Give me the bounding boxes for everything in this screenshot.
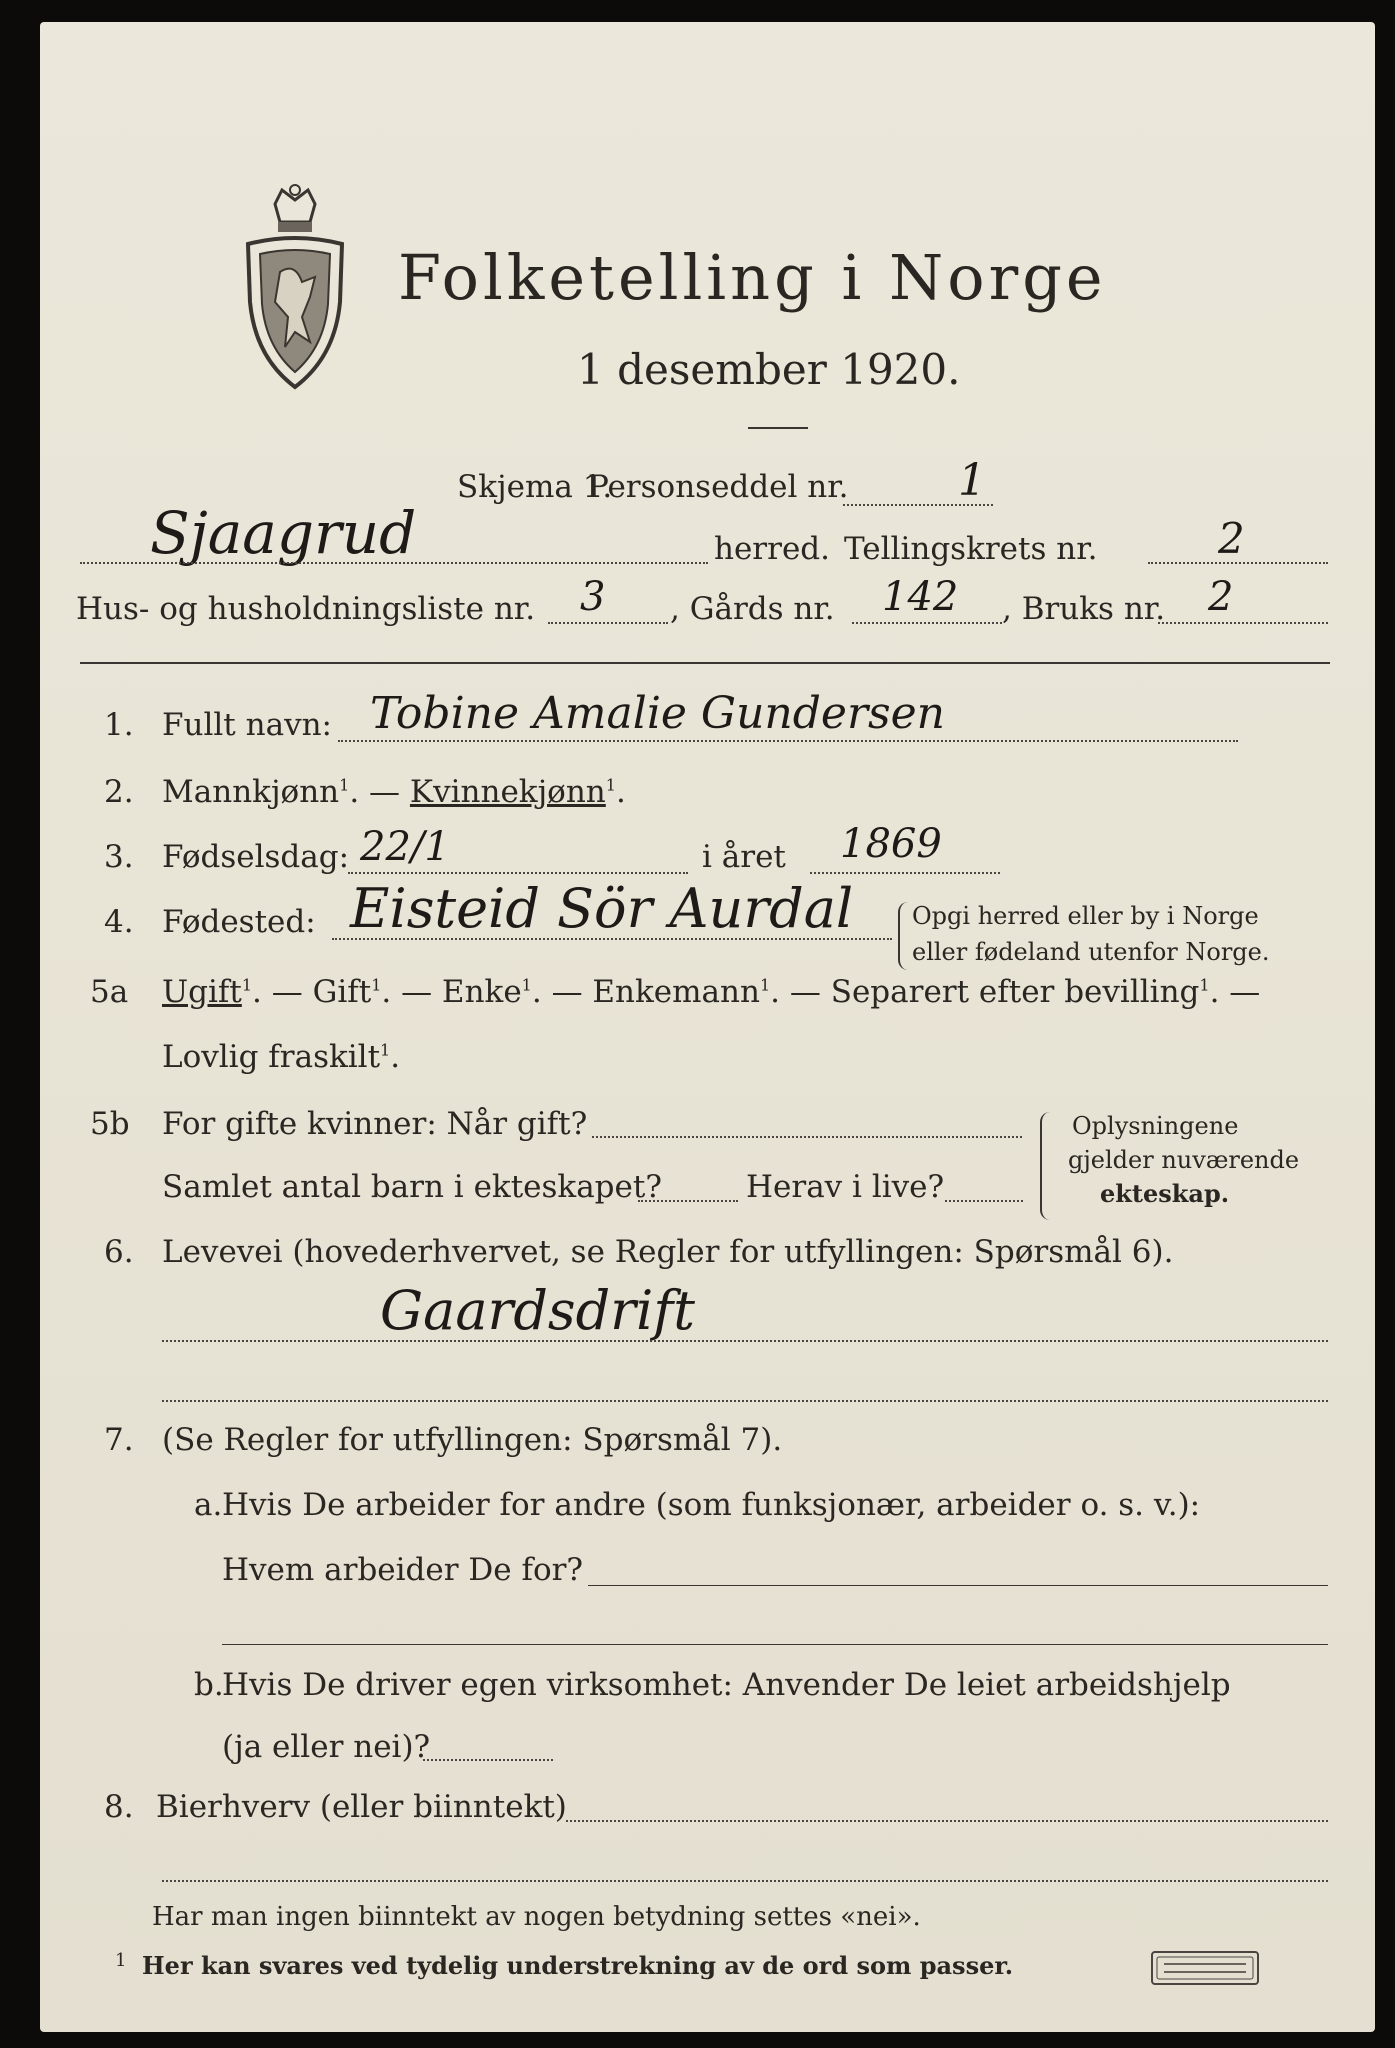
q7a-question: Hvem arbeider De for?: [222, 1552, 584, 1588]
footnote-ref: 1: [371, 975, 382, 995]
gards-value: 142: [882, 574, 959, 620]
mannkjonn-option[interactable]: Mannkjønn: [162, 774, 340, 810]
fraskilt-end: .: [390, 1039, 401, 1075]
q5b-note-line2: gjelder nuværende: [1068, 1146, 1300, 1174]
q5b-note-line1: Oplysningene: [1072, 1112, 1239, 1140]
q6-label: Levevei (hovederhvervet, se Regler for utfyllingen: Spørsmål 6).: [162, 1234, 1174, 1270]
q3-number: 3.: [104, 839, 134, 875]
herred-field-line[interactable]: [80, 562, 708, 564]
q8-number: 8.: [104, 1789, 134, 1825]
q7b-number: b.: [194, 1667, 224, 1703]
footnote-ref: 1: [241, 975, 253, 995]
arbeidsgiver-field-line[interactable]: [588, 1585, 1328, 1586]
gift-option[interactable]: . — Gift: [252, 974, 372, 1010]
leiet-arbeidshjelp-field-line[interactable]: [423, 1759, 553, 1761]
census-date: 1 desember 1920.: [577, 345, 961, 394]
q4-note-line2: eller fødeland utenfor Norge.: [912, 938, 1270, 966]
fraskilt-line: [162, 1039, 401, 1075]
gards-label: , Gårds nr.: [670, 591, 835, 627]
year-value: 1869: [840, 821, 942, 867]
barn-field-line[interactable]: [638, 1200, 738, 1202]
fodselsdag-value: 22/1: [360, 824, 450, 870]
naar-gift-field-line[interactable]: [592, 1136, 1022, 1138]
fraskilt-option[interactable]: Lovlig fraskilt: [162, 1039, 381, 1075]
q5a-end: . —: [1209, 974, 1261, 1010]
q7-label: (Se Regler for utfyllingen: Spørsmål 7).: [162, 1422, 783, 1458]
bruks-value: 2: [1208, 574, 1234, 620]
fullt-navn-value: Tobine Amalie Gundersen: [370, 688, 945, 739]
personseddel-label: Personseddel nr.: [588, 469, 849, 505]
husliste-field-line[interactable]: [548, 622, 668, 624]
tellingskrets-label: Tellingskrets nr.: [844, 531, 1098, 567]
year-field-line[interactable]: [810, 872, 1000, 874]
footnote-marker: 1: [115, 1950, 127, 1971]
kvinnekjonn-option[interactable]: Kvinnekjønn: [409, 774, 606, 810]
bruks-field-line[interactable]: [1158, 622, 1328, 624]
q5a-number: 5a: [90, 974, 129, 1010]
q7b-question: (ja eller nei)?: [222, 1729, 431, 1765]
arbeidsgiver-field-line-2[interactable]: [222, 1644, 1328, 1645]
q4-note-line1: Opgi herred eller by i Norge: [912, 902, 1259, 930]
footnote-ref: 1: [339, 775, 350, 795]
q7a-text: Hvis De arbeider for andre (som funksjonær, arbeider o. s. v.):: [222, 1487, 1201, 1523]
q6-number: 6.: [104, 1234, 134, 1270]
herred-value: Sjaagrud: [150, 499, 417, 567]
herred-label: herred.: [714, 531, 830, 567]
enkemann-option[interactable]: . — Enkemann: [531, 974, 760, 1010]
footnote-ref: 1: [759, 975, 771, 995]
footnote-ref: 1: [1199, 975, 1210, 995]
footnote-ref: 1: [521, 975, 532, 995]
q2-options: [162, 774, 626, 810]
levevei-value: Gaardsdrift: [380, 1279, 695, 1342]
ilive-label: Herav i live?: [746, 1169, 945, 1205]
census-form: [40, 22, 1375, 2032]
ilive-field-line[interactable]: [945, 1200, 1023, 1202]
q5b-number: 5b: [90, 1106, 130, 1142]
q4-label: Fødested:: [162, 904, 316, 940]
fullt-navn-field-line[interactable]: [338, 740, 1238, 742]
tellingskrets-value: 2: [1218, 514, 1245, 563]
barn-label: Samlet antal barn i ekteskapet?: [162, 1169, 662, 1205]
skjema-label: Skjema 1.: [457, 469, 613, 505]
personseddel-value: 1: [958, 455, 986, 506]
q7-number: 7.: [104, 1422, 134, 1458]
husliste-value: 3: [580, 574, 606, 620]
husliste-label: Hus- og husholdningsliste nr.: [76, 591, 536, 627]
bruks-label: , Bruks nr.: [1002, 591, 1166, 627]
footnote-text: Her kan svares ved tydelig understrekning av de ord som passer.: [142, 1951, 1014, 1980]
fodselsdag-field-line[interactable]: [348, 872, 688, 874]
gards-field-line[interactable]: [852, 622, 1002, 624]
bierhverv-field-line[interactable]: [566, 1820, 1328, 1822]
q3-label: Fødselsdag:: [162, 839, 350, 875]
q4-number: 4.: [104, 904, 134, 940]
q5b-label: For gifte kvinner: Når gift?: [162, 1106, 588, 1142]
q7b-text: Hvis De driver egen virksomhet: Anvender De leiet arbeidshjelp: [222, 1667, 1231, 1703]
ugift-option[interactable]: Ugift: [162, 974, 242, 1010]
bierhverv-field-line-2[interactable]: [162, 1880, 1328, 1882]
q2-number: 2.: [104, 774, 134, 810]
biinntekt-note: Har man ingen biinntekt av nogen betydning settes «nei».: [152, 1902, 921, 1932]
q5a-options: [162, 974, 1261, 1010]
enke-option[interactable]: . — Enke: [381, 974, 522, 1010]
q2-dash: . —: [349, 774, 401, 810]
levevei-field-line-1[interactable]: [162, 1340, 1328, 1342]
q1-number: 1.: [104, 707, 134, 743]
levevei-field-line-2[interactable]: [162, 1400, 1328, 1402]
q4-brace: [898, 902, 908, 970]
q5b-note-line3: ekteskap.: [1100, 1179, 1230, 1208]
separert-option[interactable]: . — Separert efter bevilling: [770, 974, 1200, 1010]
form-title: Folketelling i Norge: [398, 241, 1107, 314]
footnote-ref: 1: [605, 775, 616, 795]
q8-label: Bierhverv (eller biinntekt): [156, 1789, 567, 1825]
printer-stamp-icon: [1150, 1950, 1260, 1986]
norwegian-coat-of-arms-icon: [240, 182, 350, 392]
q2-end: .: [615, 774, 626, 810]
year-label: i året: [702, 839, 786, 875]
q1-label: Fullt navn:: [162, 707, 332, 743]
title-divider: [748, 427, 808, 429]
fodested-value: Eisteid Sör Aurdal: [350, 877, 854, 940]
footnote-ref: 1: [380, 1040, 391, 1060]
header-divider: [80, 662, 1330, 664]
q7a-number: a.: [194, 1487, 223, 1523]
